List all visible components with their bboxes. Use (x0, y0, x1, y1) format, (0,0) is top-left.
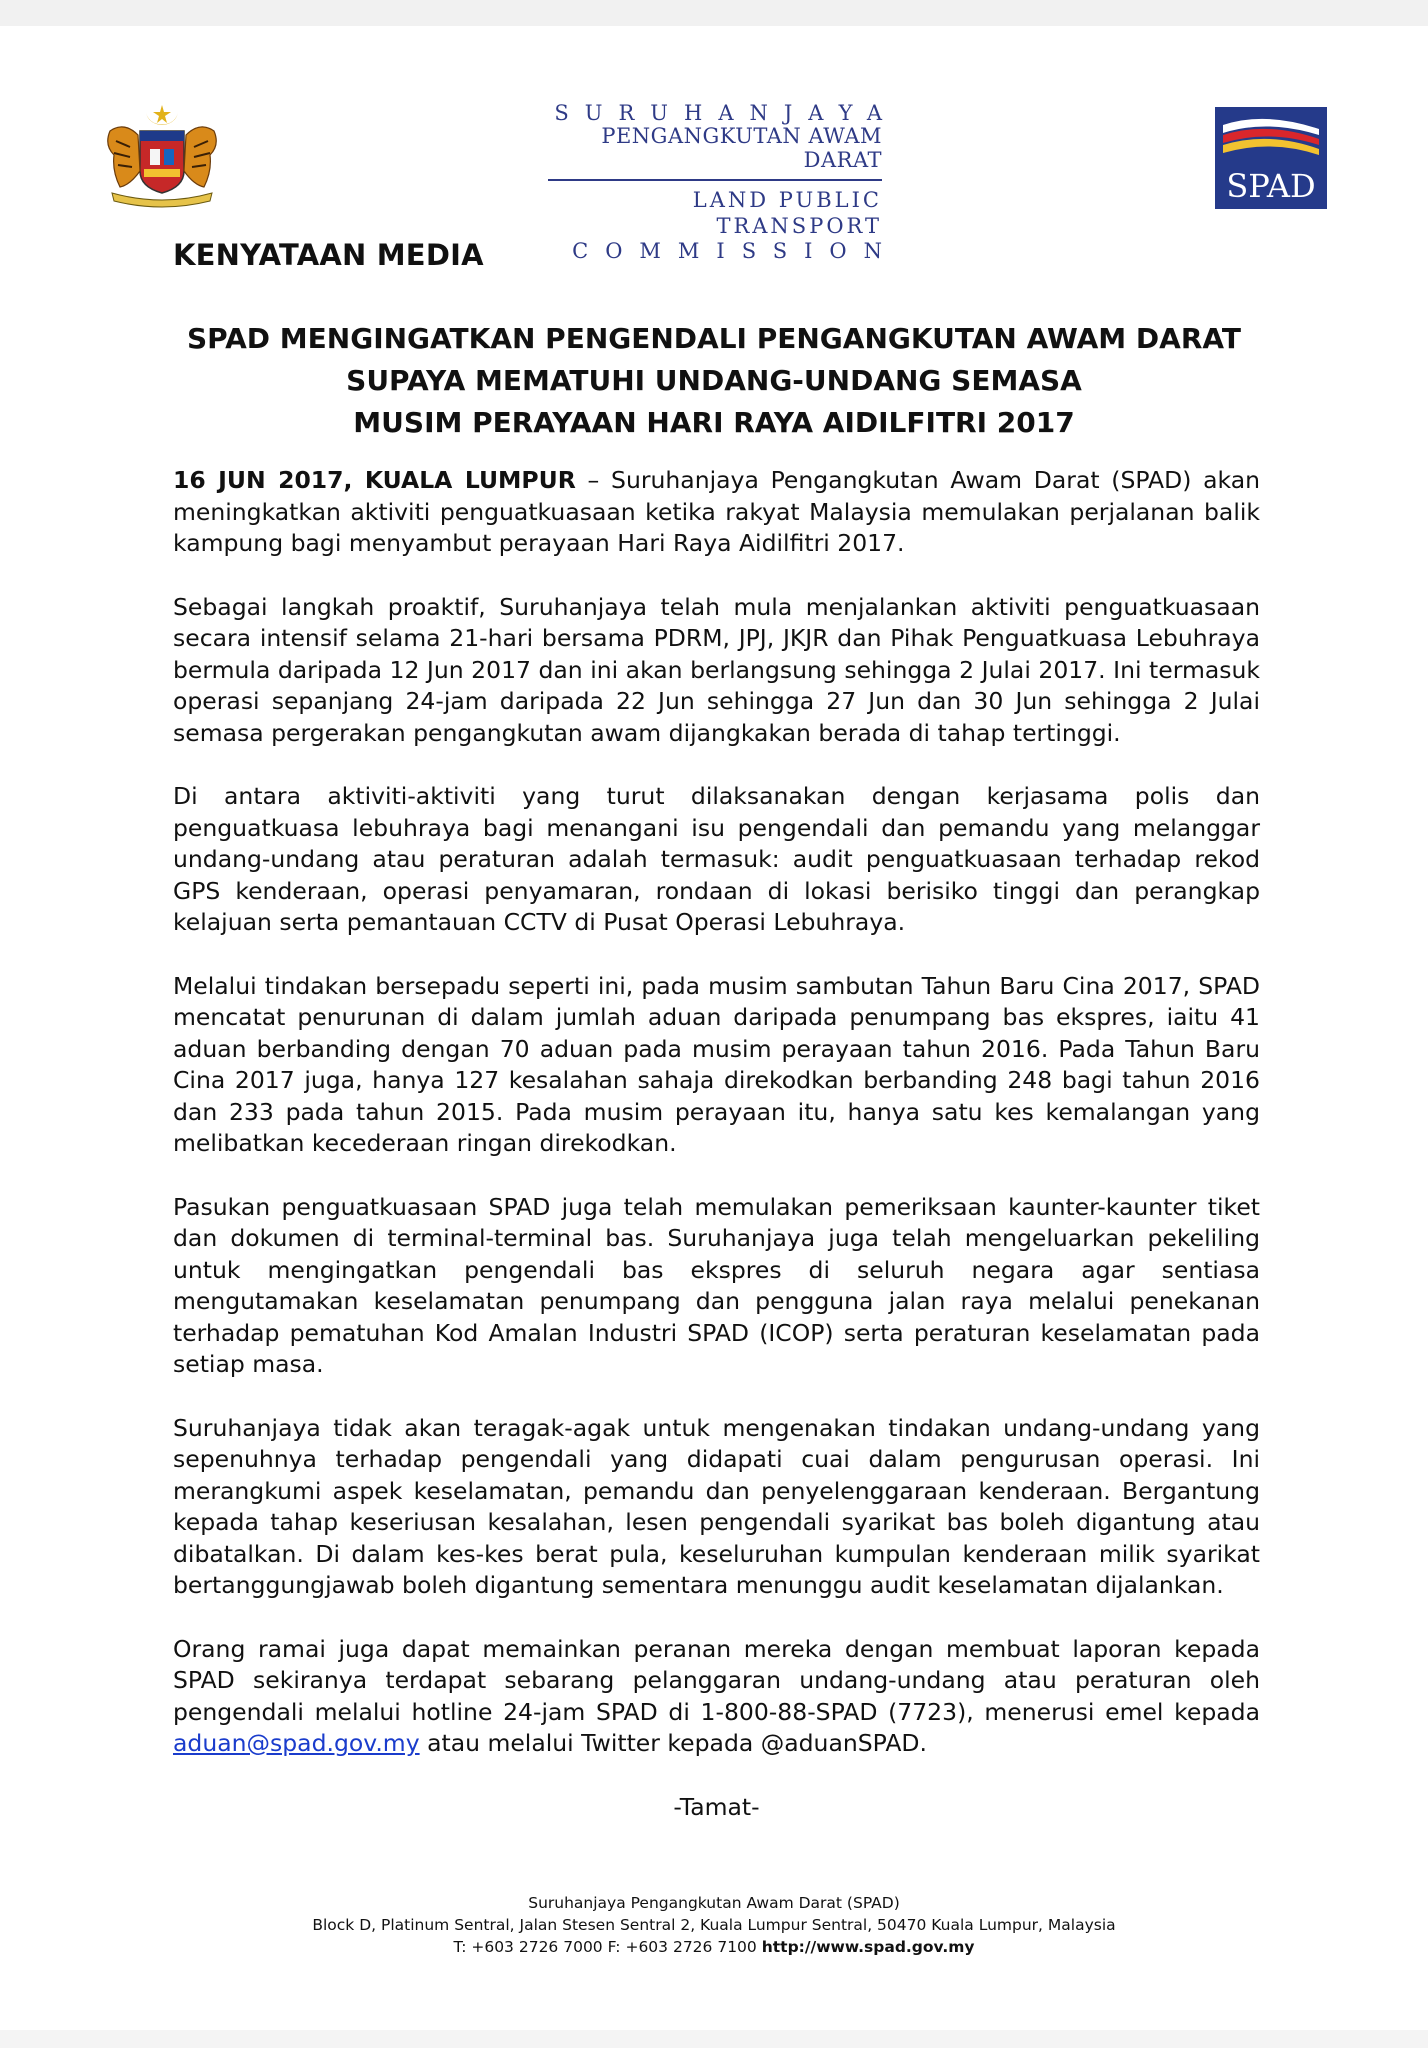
commission-name (548, 101, 899, 263)
end-marker: -Tamat- (673, 1792, 760, 1821)
dateline: 16 JUN 2017, KUALA LUMPUR (173, 466, 576, 494)
paragraph-7-text: Orang ramai juga dapat memainkan peranan mereka dengan membuat laporan kepada SPAD sekiranya terdapat sebarang pelanggaran undang-undang atau peraturan oleh pengendali melalui hotline 24-jam SPAD di 1-800-88-SPAD (7723), menerusi emel kepada (173, 1634, 1260, 1726)
footer-phone: T: +603 2726 7000 F: +603 2726 7100 (453, 1938, 757, 1956)
press-release-body (173, 465, 1260, 1855)
spad-logo-text: SPAD (1226, 167, 1316, 205)
paragraph-7 (173, 1634, 1260, 1760)
paragraph-1-text: – Suruhanjaya Pengangkutan Awam Darat (SPAD) akan meningkatkan aktiviti penguatkuasaan ketika rakyat Malaysia memulakan perjalanan balik kampung bagi menyambut perayaan Hari Raya Aidilfitri 2017. (173, 466, 1261, 557)
malaysia-coat-of-arms-icon (100, 101, 224, 209)
paragraph-4: Melalui tindakan bersepadu seperti ini, pada musim sambutan Tahun Baru Cina 2017, SPAD mencatat penurunan di dalam jumlah aduan daripada penumpang bas ekspres, iaitu 41 aduan berbanding dengan 70 aduan pada musim perayaan tahun 2016. Pada Tahun Baru Cina 2017 juga, hanya 127 kesalahan sahaja direkodkan berbanding 248 bagi tahun 2016 dan 233 pada tahun 2015. Pada musim perayaan itu, hanya satu kes kemalangan yang melibatkan kecederaan ringan direkodkan. (173, 971, 1260, 1157)
footer-address: Block D, Platinum Sentral, Jalan Stesen Sentral 2, Kuala Lumpur Sentral, 50470 Kuala Lumpur, Malaysia (312, 1916, 1116, 1934)
footer-contact (0, 1936, 1428, 1958)
commission-line-2: PENGANGKUTAN AWAM DARAT (601, 124, 882, 172)
paragraph-1 (173, 465, 1260, 560)
paragraph-7-tail: atau melalui Twitter kepada @aduanSPAD. (419, 1729, 927, 1757)
commission-line-4: COMMISSION (572, 239, 899, 263)
commission-divider (548, 179, 882, 181)
paragraph-6: Suruhanjaya tidak akan teragak-agak untuk mengenakan tindakan undang-undang yang sepenuhnya terhadap pengendali yang didapati cuai dalam pengurusan operasi. Ini merangkumi aspek keselamatan, pemandu dan penyelenggaraan kenderaan. Bergantung kepada tahap keseriusan kesalahan, lesen pengendali syarikat bas boleh digantung atau dibatalkan. Di dalam kes-kes berat pula, keseluruhan kumpulan kenderaan milik syarikat bertanggungjawab boleh digantung sementara menunggu audit keselamatan dijalankan. (173, 1413, 1260, 1599)
spad-swoosh-icon (1215, 107, 1327, 167)
footer (0, 1892, 1428, 1958)
footer-url[interactable]: http://www.spad.gov.my (761, 1938, 975, 1956)
bottom-band (0, 2030, 1428, 2048)
title-line-1: SPAD MENGINGATKAN PENGENDALI PENGANGKUTAN AWAM DARAT (187, 322, 1241, 355)
paragraph-3: Di antara aktiviti-aktiviti yang turut dilaksanakan dengan kerjasama polis dan penguatkuasa lebuhraya bagi menangani isu pengendali dan pemandu yang melanggar undang-undang atau peraturan adalah termasuk: audit penguatkuasaan terhadap rekod GPS kenderaan, operasi penyamaran, rondaan di lokasi berisiko tinggi dan perangkap kelajuan serta pemantauan CCTV di Pusat Operasi Lebuhraya. (173, 782, 1260, 936)
email-link[interactable]: aduan@spad.gov.my (173, 1729, 420, 1757)
paragraph-2: Sebagai langkah proaktif, Suruhanjaya telah mula menjalankan aktiviti penguatkuasaan secara intensif selama 21-hari bersama PDRM, JPJ, JKJR dan Pihak Penguatkuasa Lebuhraya bermula daripada 12 Jun 2017 dan ini akan berlangsung sehingga 2 Julai 2017. Ini termasuk operasi sepanjang 24-jam daripada 22 Jun sehingga 27 Jun dan 30 Jun sehingga 2 Julai semasa pergerakan pengangkutan awam dijangkakan berada di tahap tertinggi. (173, 592, 1260, 747)
top-band (0, 0, 1428, 26)
commission-line-1: SURUHANJAYA (554, 101, 898, 125)
title-line-3: MUSIM PERAYAAN HARI RAYA AIDILFITRI 2017 (353, 406, 1075, 439)
commission-line-3: LAND PUBLIC TRANSPORT (692, 188, 882, 238)
footer-org: Suruhanjaya Pengangkutan Awam Darat (SPAD) (528, 1894, 900, 1912)
spad-logo (1215, 107, 1327, 209)
paragraph-5: Pasukan penguatkuasaan SPAD juga telah memulakan pemeriksaan kaunter-kaunter tiket dan dokumen di terminal-terminal bas. Suruhanjaya juga telah mengeluarkan pekeliling untuk mengingatkan pengendali bas ekspres di seluruh negara agar sentiasa mengutamakan keselamatan penumpang dan pengguna jalan raya melalui penekanan terhadap pematuhan Kod Amalan Industri SPAD (ICOP) serta peraturan keselamatan pada setiap masa. (173, 1192, 1260, 1378)
press-release-title (150, 318, 1278, 444)
document-label: KENYATAAN MEDIA (173, 238, 484, 272)
title-line-2: SUPAYA MEMATUHI UNDANG-UNDANG SEMASA (346, 364, 1082, 397)
